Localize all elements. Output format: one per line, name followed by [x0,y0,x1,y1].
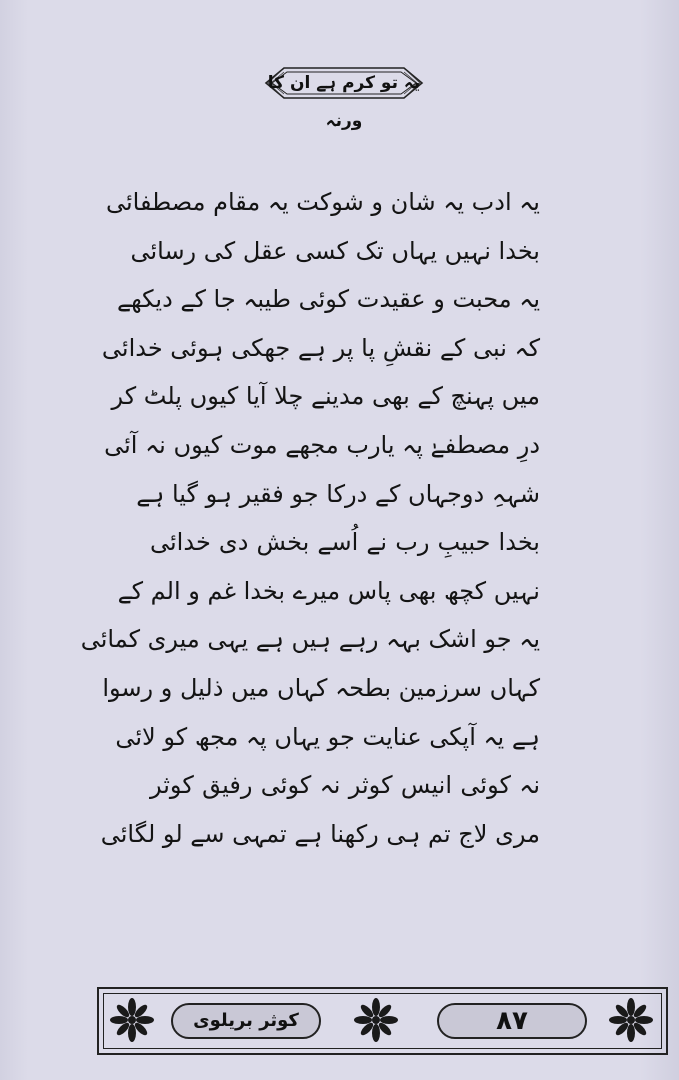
verse-line: بخدا نہیں یہاں تک کسی عقل کی رسائی [130,236,540,265]
verse-line: یہ ادب یہ شان و شوکت یہ مقام مصطفائی [105,188,540,216]
verse-line: یہ جو اشک بہہ رہے ہیں ہے یہی میری کمائی [80,625,540,654]
page-footer [97,987,668,1055]
asterisk-flower-icon [353,997,399,1043]
verse-line: شہہِ دوجہاں کے درکا جو فقیر ہو گیا ہے [136,479,540,508]
verse-line: نہیں کچھ بھی پاس میرے بخدا غم و الم کے [117,576,540,605]
header-title: یہ تو کرم ہے ان کا ورنہ [267,73,421,131]
verse-block [80,178,540,858]
verse-line: نہ کوئی انیس کوثر نہ کوئی رفیق کوثر [150,771,540,800]
verse-line: کہاں سرزمین بطحہ کہاں میں ذلیل و رسوا [102,673,540,702]
verse-line: درِ مصطفےٰ پہ یارب مجھے موت کیوں نہ آئی [104,430,540,459]
verse-line: ہے یہ آپکی عنایت جو یہاں پہ مجھ کو لائی [115,722,540,751]
verse-line: میں پہنچ کے بھی مدینے چلا آیا کیوں پلٹ کر [111,382,540,411]
verse-line: بخدا حبیبِ رب نے اُسے بخش دی خدائی [150,528,540,557]
verse-line: کہ نبی کے نقشِ پا پر ہے جھکی ہوئی خدائی [101,333,540,362]
verse-line: مری لاج تم ہی رکھنا ہے تمہی سے لو لگائی [100,819,540,848]
author-name: کوثر بریلوی [171,1003,321,1039]
running-header [262,64,426,131]
page-number: ۸۷ [437,1003,587,1039]
asterisk-flower-icon [109,997,155,1043]
asterisk-flower-icon [608,997,654,1043]
verse-line: یہ محبت و عقیدت کوئی طیبہ جا کے دیکھے [117,285,540,314]
